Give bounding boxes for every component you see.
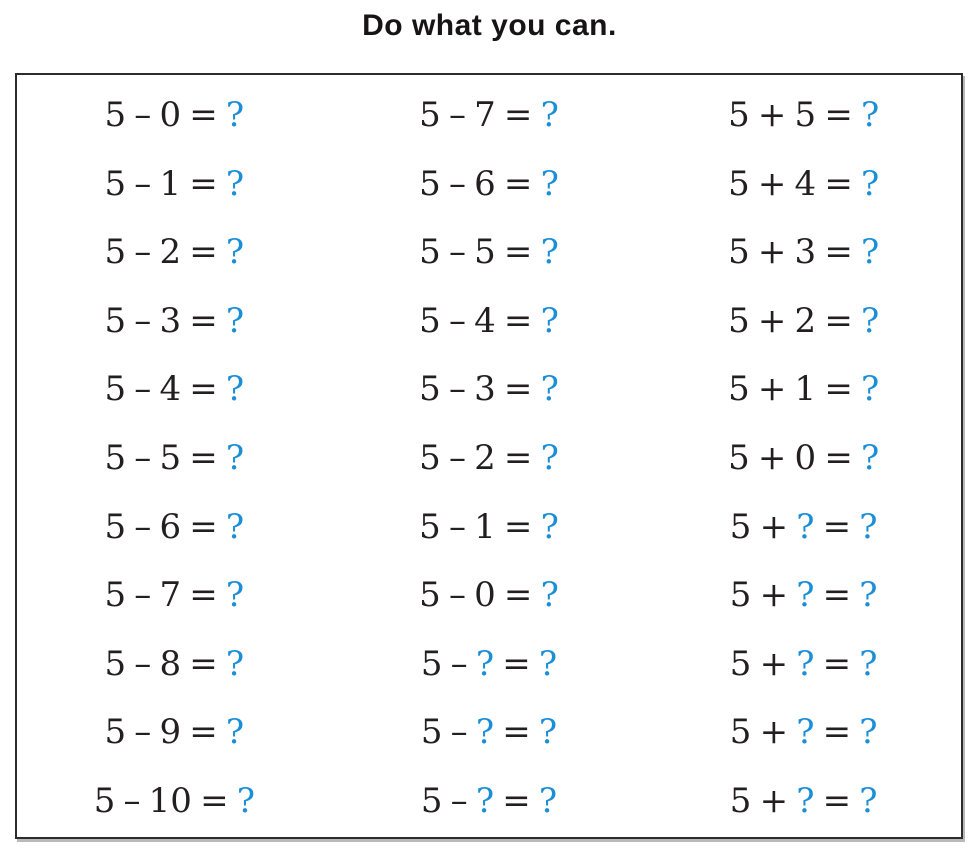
first-number: 5	[419, 300, 441, 341]
problem-c1-r6	[17, 424, 332, 493]
problem-c1-r4	[17, 287, 332, 356]
first-number: 5	[419, 163, 441, 204]
equals-sign: =	[502, 780, 531, 821]
answer-mark: ?	[860, 232, 880, 273]
operator-sign: –	[448, 369, 466, 410]
operator-sign: +	[759, 712, 789, 753]
first-number: 5	[419, 575, 441, 616]
answer-mark: ?	[236, 780, 255, 821]
problem-c1-r8	[17, 561, 332, 630]
second-operand: ?	[796, 506, 815, 547]
answer-mark: ?	[538, 643, 558, 684]
second-operand: ?	[475, 780, 495, 821]
first-number: 5	[104, 163, 127, 204]
operator-sign: –	[448, 95, 466, 136]
equals-sign: =	[822, 780, 852, 821]
second-operand: 2	[159, 232, 182, 273]
second-operand: ?	[475, 712, 495, 753]
problem-c2-r3	[332, 218, 647, 287]
second-operand: 5	[474, 232, 496, 273]
problem-c3-r7	[646, 492, 961, 561]
second-operand: 7	[474, 95, 496, 136]
operator-sign: +	[757, 369, 787, 410]
operator-sign: +	[757, 300, 787, 341]
operator-sign: –	[448, 506, 466, 547]
problem-c3-r9	[646, 629, 961, 698]
answer-mark: ?	[225, 506, 245, 547]
second-operand: 7	[159, 575, 182, 616]
equals-sign: =	[824, 163, 853, 204]
equals-sign: =	[189, 369, 218, 410]
answer-mark: ?	[860, 300, 880, 341]
operator-sign: –	[134, 575, 152, 616]
second-operand: 6	[474, 163, 496, 204]
first-number: 5	[729, 780, 752, 821]
second-operand: 8	[159, 643, 182, 684]
answer-mark: ?	[540, 506, 559, 547]
answer-mark: ?	[538, 712, 558, 753]
equals-sign: =	[503, 506, 533, 547]
answer-mark: ?	[860, 163, 880, 204]
first-number: 5	[420, 780, 443, 821]
equals-sign: =	[189, 575, 218, 616]
answer-mark: ?	[540, 163, 559, 204]
equals-sign: =	[824, 300, 853, 341]
answer-mark: ?	[860, 95, 880, 136]
first-number: 5	[104, 369, 127, 410]
operator-sign: –	[134, 506, 152, 547]
problem-c2-r2	[332, 150, 647, 219]
second-operand: 4	[794, 163, 817, 204]
problem-c1-r10	[17, 698, 332, 767]
equals-sign: =	[503, 437, 533, 478]
answer-mark: ?	[859, 506, 878, 547]
problem-c2-r6	[332, 424, 647, 493]
first-number: 5	[104, 300, 127, 341]
answer-mark: ?	[225, 95, 245, 136]
second-operand: ?	[796, 780, 815, 821]
worksheet-box	[15, 73, 963, 839]
first-number: 5	[729, 575, 752, 616]
first-number: 5	[728, 437, 750, 478]
problem-c1-r2	[17, 150, 332, 219]
equals-sign: =	[189, 437, 218, 478]
first-number: 5	[728, 369, 750, 410]
equals-sign: =	[200, 780, 229, 821]
answer-mark: ?	[225, 300, 245, 341]
first-number: 5	[104, 712, 127, 753]
operator-sign: +	[757, 163, 787, 204]
second-operand: ?	[796, 712, 815, 753]
second-operand: 5	[794, 95, 817, 136]
second-operand: 6	[159, 506, 182, 547]
first-number: 5	[104, 95, 127, 136]
problem-c3-r11	[646, 766, 961, 835]
equals-sign: =	[189, 95, 218, 136]
second-operand: ?	[796, 643, 815, 684]
first-number: 5	[104, 643, 127, 684]
answer-mark: ?	[540, 95, 559, 136]
first-number: 5	[729, 712, 752, 753]
first-number: 5	[420, 712, 443, 753]
equals-sign: =	[824, 232, 853, 273]
equals-sign: =	[189, 300, 218, 341]
problem-c3-r10	[646, 698, 961, 767]
second-operand: 5	[159, 437, 182, 478]
first-number: 5	[419, 506, 441, 547]
operator-sign: –	[450, 712, 468, 753]
second-operand: 2	[794, 300, 817, 341]
answer-mark: ?	[540, 575, 559, 616]
page-title: Do what you can.	[362, 9, 617, 42]
second-operand: ?	[475, 643, 495, 684]
equals-sign: =	[503, 232, 533, 273]
problem-c1-r11	[17, 766, 332, 835]
second-operand: 4	[159, 369, 182, 410]
problem-c2-r11	[332, 766, 647, 835]
first-number: 5	[728, 163, 750, 204]
equals-sign: =	[502, 712, 531, 753]
answer-mark: ?	[225, 712, 245, 753]
second-operand: 0	[794, 437, 817, 478]
problem-c1-r5	[17, 355, 332, 424]
equals-sign: =	[824, 95, 853, 136]
operator-sign: –	[134, 369, 152, 410]
first-number: 5	[419, 437, 441, 478]
first-number: 5	[728, 300, 750, 341]
problem-c1-r1	[17, 81, 332, 150]
equals-sign: =	[189, 643, 218, 684]
first-number: 5	[419, 369, 441, 410]
problem-c3-r1	[646, 81, 961, 150]
problem-c3-r4	[646, 287, 961, 356]
problem-c1-r9	[17, 629, 332, 698]
equals-sign: =	[822, 712, 852, 753]
operator-sign: –	[134, 437, 152, 478]
equals-sign: =	[503, 300, 533, 341]
second-operand: 3	[474, 369, 496, 410]
answer-mark: ?	[860, 369, 880, 410]
answer-mark: ?	[540, 300, 559, 341]
second-operand: 1	[474, 506, 496, 547]
equals-sign: =	[502, 643, 531, 684]
first-number: 5	[728, 232, 750, 273]
answer-mark: ?	[859, 780, 878, 821]
second-operand: ?	[796, 575, 815, 616]
second-operand: 0	[474, 575, 496, 616]
answer-mark: ?	[225, 437, 245, 478]
equals-sign: =	[189, 163, 218, 204]
operator-sign: –	[134, 163, 152, 204]
equals-sign: =	[503, 575, 533, 616]
problem-c3-r3	[646, 218, 961, 287]
operator-sign: +	[757, 437, 787, 478]
equals-sign: =	[189, 232, 218, 273]
answer-mark: ?	[225, 575, 245, 616]
first-number: 5	[420, 643, 443, 684]
first-number: 5	[419, 232, 441, 273]
first-number: 5	[729, 506, 752, 547]
answer-mark: ?	[225, 232, 245, 273]
problem-c3-r5	[646, 355, 961, 424]
problem-c1-r7	[17, 492, 332, 561]
equals-sign: =	[503, 163, 533, 204]
problem-c2-r8	[332, 561, 647, 630]
second-operand: 3	[794, 232, 817, 273]
first-number: 5	[728, 95, 750, 136]
answer-mark: ?	[540, 232, 559, 273]
problem-c3-r2	[646, 150, 961, 219]
operator-sign: –	[450, 643, 468, 684]
operator-sign: +	[759, 506, 789, 547]
answer-mark: ?	[540, 369, 559, 410]
second-operand: 1	[794, 369, 817, 410]
operator-sign: –	[134, 712, 152, 753]
operator-sign: –	[448, 437, 466, 478]
first-number: 5	[104, 575, 127, 616]
operator-sign: –	[448, 300, 466, 341]
first-number: 5	[93, 780, 116, 821]
problem-c2-r9	[332, 629, 647, 698]
answer-mark: ?	[225, 163, 245, 204]
equals-sign: =	[189, 712, 218, 753]
operator-sign: –	[450, 780, 468, 821]
problem-c3-r6	[646, 424, 961, 493]
operator-sign: –	[448, 163, 466, 204]
equals-sign: =	[822, 575, 852, 616]
second-operand: 2	[474, 437, 496, 478]
problem-c1-r3	[17, 218, 332, 287]
equals-sign: =	[503, 369, 533, 410]
first-number: 5	[419, 95, 441, 136]
first-number: 5	[104, 232, 127, 273]
equals-sign: =	[822, 506, 852, 547]
problem-c2-r5	[332, 355, 647, 424]
operator-sign: +	[757, 95, 787, 136]
second-operand: 4	[474, 300, 496, 341]
first-number: 5	[104, 437, 127, 478]
answer-mark: ?	[225, 369, 245, 410]
operator-sign: +	[759, 780, 789, 821]
problem-c2-r10	[332, 698, 647, 767]
operator-sign: +	[757, 232, 787, 273]
operator-sign: –	[123, 780, 141, 821]
answer-mark: ?	[860, 437, 880, 478]
answer-mark: ?	[225, 643, 245, 684]
equals-sign: =	[824, 437, 853, 478]
answer-mark: ?	[859, 712, 878, 753]
equals-sign: =	[822, 643, 852, 684]
second-operand: 9	[159, 712, 182, 753]
equals-sign: =	[189, 506, 218, 547]
operator-sign: +	[759, 643, 789, 684]
problem-c2-r7	[332, 492, 647, 561]
operator-sign: +	[759, 575, 789, 616]
second-operand: 3	[159, 300, 182, 341]
second-operand: 10	[148, 780, 192, 821]
second-operand: 0	[159, 95, 182, 136]
operator-sign: –	[448, 575, 466, 616]
problem-c3-r8	[646, 561, 961, 630]
operator-sign: –	[134, 300, 152, 341]
problem-c2-r4	[332, 287, 647, 356]
problem-c2-r1	[332, 81, 647, 150]
operator-sign: –	[134, 95, 152, 136]
operator-sign: –	[134, 232, 152, 273]
equals-sign: =	[503, 95, 533, 136]
first-number: 5	[104, 506, 127, 547]
operator-sign: –	[134, 643, 152, 684]
equals-sign: =	[824, 369, 853, 410]
answer-mark: ?	[538, 780, 558, 821]
answer-mark: ?	[540, 437, 559, 478]
answer-mark: ?	[859, 643, 878, 684]
first-number: 5	[729, 643, 752, 684]
second-operand: 1	[159, 163, 182, 204]
operator-sign: –	[448, 232, 466, 273]
answer-mark: ?	[859, 575, 878, 616]
